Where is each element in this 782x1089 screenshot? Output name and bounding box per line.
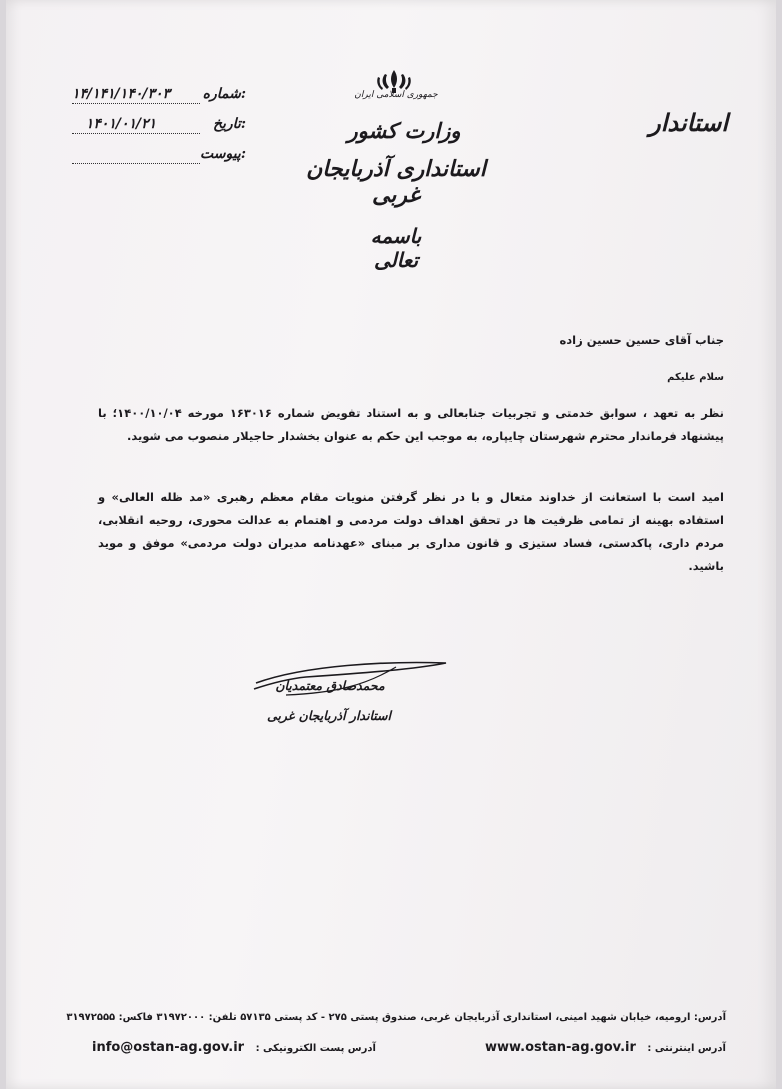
signatory-name: محمدصادق معتمدیان — [275, 678, 385, 693]
number-value: ۱۴/۱۴۱/۱۴۰/۳۰۳ — [71, 86, 171, 102]
meta-number — [46, 86, 246, 108]
recipient: جناب آقای حسین حسین زاده — [559, 333, 724, 347]
province-title: استانداری آذربایجان غربی — [306, 156, 486, 208]
besmeh-text: باسمه تعالی — [370, 224, 422, 272]
email-label: آدرس پست الکترونیکی : — [255, 1043, 376, 1054]
letter-paper — [6, 0, 776, 1089]
email-link[interactable]: info@ostan-ag.gov.ir — [92, 1040, 245, 1055]
number-label: شماره: — [202, 86, 246, 102]
paragraph-1: نظر به تعهد ، سوابق خدمتی و تجربیات جنابعالی و به استناد تفویض شماره ۱۶۳۰۱۶ مورخه ۱۴۰۰/۱۰/۰۴؛ با پیشنهاد فرماندار محترم شهرستان چایپاره، به موجب این حکم به عنوان بخشدار حاجیلار منصوب می شوید. — [98, 406, 724, 443]
website-link[interactable]: www.ostan-ag.gov.ir — [484, 1040, 636, 1055]
signatory-title: استاندار آذربایجان غربی — [266, 708, 391, 723]
meta-date — [46, 116, 246, 138]
attachment-label: پیوست: — [199, 146, 246, 162]
footer-address: آدرس: ارومیه، خیابان شهید امینی، استانداری آذربایجان غربی، صندوق پستی ۲۷۵ - کد پستی ۵۷۱۳۵ تلفن: ۳۱۹۷۲۰۰۰ فاکس: ۳۱۹۷۲۵۵۵ — [66, 1012, 726, 1023]
governor-label: استاندار — [649, 108, 728, 137]
footer-email — [92, 1040, 376, 1055]
website-label: آدرس اینترنتی : — [647, 1043, 726, 1054]
meta-attachment — [46, 146, 246, 168]
paragraph-2: امید است با استعانت از خداوند متعال و با در نظر گرفتن منویات مقام معظم رهبری «مد ظله العالی» و استفاده بهینه از تمامی ظرفیت ها در تحقق اهداف دولت مردمی و اهتمام به عدالت محوری، روحیه انقلابی، مردم داری، پاکدستی، فساد ستیزی و قانون مداری بر مبنای «عهدنامه مدیران دولت مردمی» موفق و موید باشید. — [98, 490, 724, 573]
footer-website — [485, 1040, 726, 1055]
greeting: سلام علیکم — [667, 372, 724, 383]
date-value: ۱۴۰۱/۰۱/۲۱ — [85, 116, 157, 132]
date-label: تاریخ: — [212, 116, 246, 132]
date-line — [72, 133, 200, 134]
emblem-caption: جمهوری اسلامی ایران — [354, 90, 438, 100]
number-line — [72, 103, 200, 104]
ministry-title: وزارت کشور — [347, 118, 461, 143]
attachment-line — [72, 163, 200, 164]
